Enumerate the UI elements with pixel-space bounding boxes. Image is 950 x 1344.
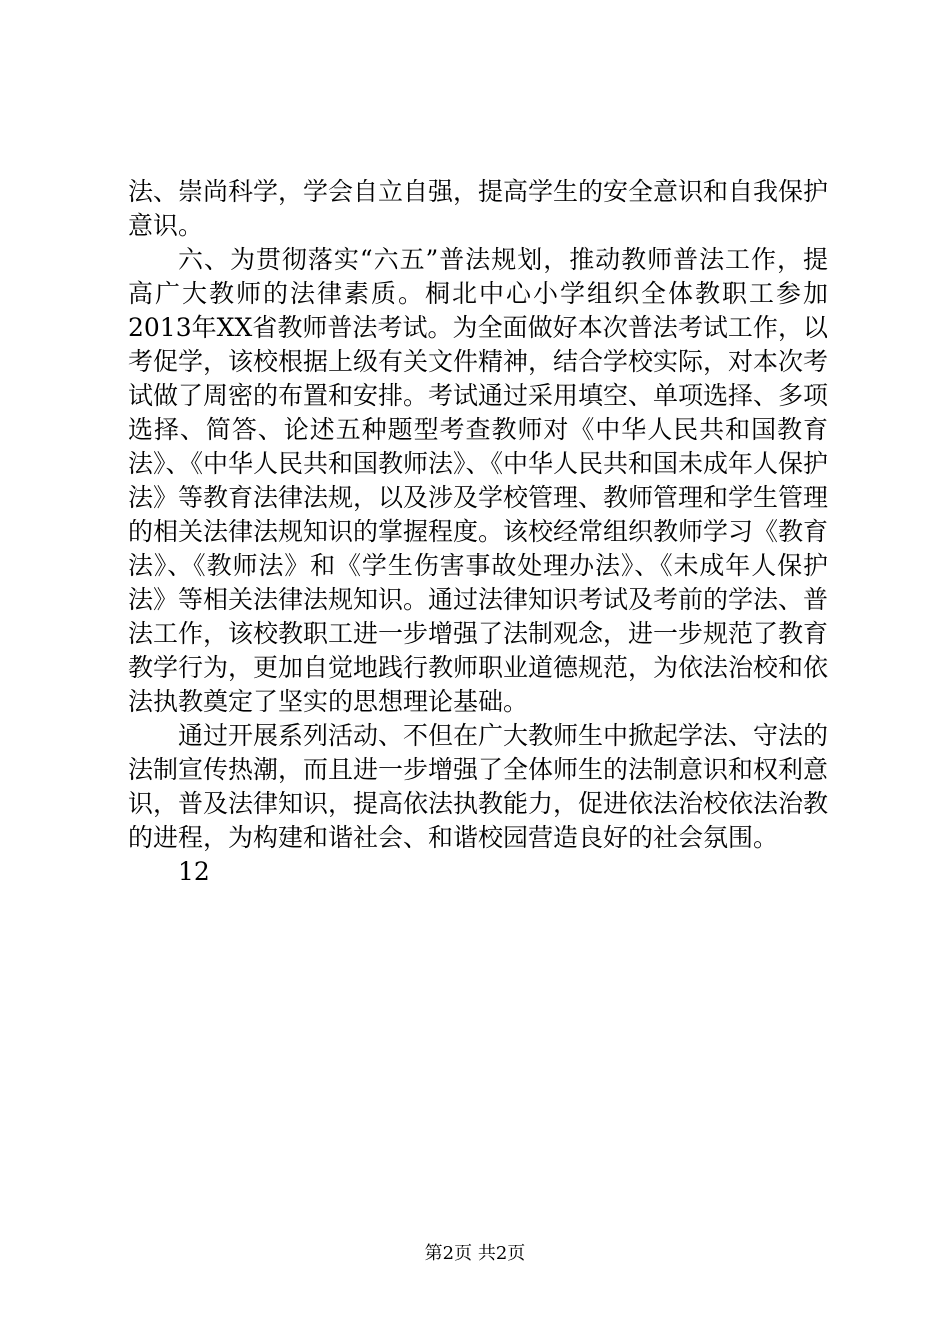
paragraph-continuation: 法、崇尚科学，学会自立自强，提高学生的安全意识和自我保护意识。 — [128, 177, 829, 240]
paragraph-conclusion: 通过开展系列活动、不但在广大教师生中掀起学法、守法的法制宣传热潮，而且进一步增强了全体师生的法制意识和权利意识，普及法律知识，提高依法执教能力，促进依法治校依法治教的进程，为构建和谐社会、和谐校园营造良好的社会氛围。 — [128, 721, 829, 852]
paragraph-section-six: 六、为贯彻落实“六五”普法规划，推动教师普法工作，提高广大教师的法律素质。桐北中心小学组织全体教职工参加2013年XX省教师普法考试。为全面做好本次普法考试工作，以考促学，该校根据上级有关文件精神，结合学校实际，对本次考试做了周密的布置和安排。考试通过采用填空、单项选择、多项选择、简答、论述五种题型考查教师对《中华人民共和国教育法》、《中华人民共和国教师法》、《中华人民共和国未成年人保护法》等教育法律法规，以及涉及学校管理、教师管理和学生管理的相关法律法规知识的掌握程度。该校经常组织教师学习《教育法》、《教师法》和《学生伤害事故处理办法》、《未成年人保护法》等相关法律法规知识。通过法律知识考试及考前的学法、普法工作，该校教职工进一步增强了法制观念，进一步规范了教育教学行为，更加自觉地践行教师职业道德规范，为依法治校和依法执教奠定了坚实的思想理论基础。 — [128, 245, 829, 716]
page-number-label: 第2页 共2页 — [424, 1243, 526, 1264]
page-footer — [0, 1242, 950, 1266]
document-body — [128, 175, 828, 889]
paragraph-number: 12 — [178, 857, 210, 886]
